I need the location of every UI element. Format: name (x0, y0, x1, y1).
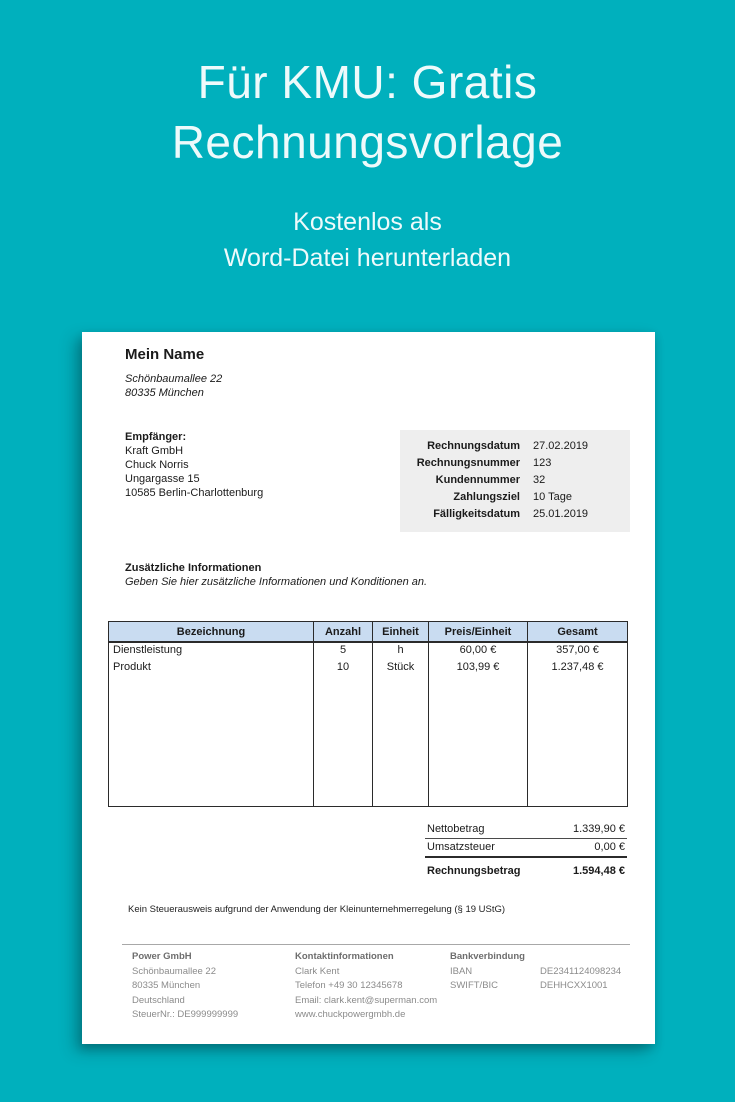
totals-label: Rechnungsbetrag (427, 865, 521, 877)
additional-info-title: Zusätzliche Informationen (125, 562, 262, 574)
invoice-meta-block (400, 430, 630, 532)
hero-subtitle-line1: Kostenlos als (293, 208, 442, 236)
meta-row-customer-number (400, 472, 630, 489)
recipient-line2: Chuck Norris (125, 459, 189, 471)
totals-label: Umsatzsteuer (427, 841, 495, 853)
totals-block (425, 821, 627, 880)
meta-value: 25.01.2019 (533, 508, 589, 520)
footer-bank-column (450, 950, 630, 994)
footer-contact-line: Telefon +49 30 12345678 (295, 980, 403, 991)
table-row (109, 642, 628, 660)
hero-title-line2: Rechnungsvorlage (171, 116, 564, 168)
hero-title-line1: Für KMU: Gratis (197, 56, 538, 108)
hero-subtitle (0, 204, 735, 276)
column-header-quantity: Anzahl (314, 622, 373, 643)
cell-unit-price: 103,99 € (429, 660, 528, 677)
cell-unit: Stück (373, 660, 429, 677)
cell-total: 1.237,48 € (528, 660, 628, 677)
hero-subtitle-line2: Word-Datei herunterladen (223, 244, 512, 272)
invoice-document (82, 332, 655, 1044)
meta-row-invoice-date (400, 438, 630, 455)
meta-row-invoice-number (400, 455, 630, 472)
meta-label: Kundennummer (435, 474, 520, 486)
meta-value: 32 (533, 474, 546, 486)
recipient-line3: Ungargasse 15 (125, 473, 200, 485)
hero-title (0, 52, 735, 172)
cell-description: Dienstleistung (109, 642, 314, 660)
meta-label: Fälligkeitsdatum (433, 508, 520, 520)
sender-address (125, 372, 222, 400)
meta-label: Rechnungsdatum (427, 440, 520, 452)
totals-row-vat (425, 839, 627, 858)
totals-value: 0,00 € (594, 841, 625, 853)
footer-company-column (132, 950, 282, 1023)
footer-company-line: SteuerNr.: DE999999999 (132, 1009, 239, 1020)
table-filler-row (109, 677, 628, 807)
sender-name: Mein Name (125, 346, 205, 363)
footer-company-title: Power GmbH (132, 951, 192, 962)
totals-row-net (425, 821, 627, 839)
footer-divider (122, 944, 630, 945)
cell-total: 357,00 € (528, 642, 628, 660)
cell-unit: h (373, 642, 429, 660)
footer-contact-line: www.chuckpowergmbh.de (295, 1009, 406, 1020)
meta-value: 10 Tage (533, 491, 572, 503)
cell-quantity: 5 (314, 642, 373, 660)
totals-row-grand (425, 863, 627, 880)
meta-label: Rechnungsnummer (416, 457, 520, 469)
line-items-table (108, 621, 628, 807)
column-header-total: Gesamt (528, 622, 628, 643)
additional-info-block (125, 561, 427, 589)
cell-description: Produkt (109, 660, 314, 677)
bank-iban-label: IBAN (450, 965, 473, 977)
recipient-block (125, 430, 263, 500)
footer-company-line: 80335 München (132, 980, 201, 991)
bank-swift-label: SWIFT/BIC (450, 980, 499, 991)
bank-swift-value: DEHHCXX1001 (540, 980, 608, 991)
additional-info-hint: Geben Sie hier zusätzliche Informationen und Konditionen an. (125, 576, 428, 588)
bank-iban-value: DE2341124098234 (540, 965, 622, 977)
footer-bank-title: Bankverbindung (450, 951, 525, 962)
footer-bank-rows (450, 965, 630, 994)
sender-address-line2: 80335 München (125, 387, 204, 399)
tax-note: Kein Steuerausweis aufgrund der Anwendung der Kleinunternehmerregelung (§ 19 UStG) (128, 904, 506, 915)
totals-label: Nettobetrag (427, 823, 485, 835)
table-row (109, 660, 628, 677)
cell-quantity: 10 (314, 660, 373, 677)
totals-value: 1.339,90 € (573, 823, 625, 835)
footer-company-line: Schönbaumallee 22 (132, 965, 216, 977)
recipient-line1: Kraft GmbH (125, 445, 184, 457)
meta-value: 27.02.2019 (533, 440, 589, 452)
table-header-row (109, 622, 628, 643)
meta-row-due-date (400, 506, 630, 523)
footer-contact-title: Kontaktinformationen (295, 951, 394, 962)
cell-unit-price: 60,00 € (429, 642, 528, 660)
footer-contact-line: Clark Kent (295, 965, 340, 977)
meta-row-payment-term (400, 489, 630, 506)
meta-label: Zahlungsziel (453, 491, 520, 503)
footer-contact-column (295, 950, 445, 1023)
footer-contact-line: Email: clark.kent@superman.com (295, 994, 438, 1006)
meta-value: 123 (533, 457, 552, 469)
column-header-description: Bezeichnung (109, 622, 314, 643)
totals-value: 1.594,48 € (573, 865, 625, 877)
sender-address-line1: Schönbaumallee 22 (125, 373, 223, 385)
recipient-label: Empfänger: (125, 431, 187, 443)
recipient-line4: 10585 Berlin-Charlottenburg (125, 487, 264, 499)
footer-company-line: Deutschland (132, 994, 185, 1006)
column-header-unit: Einheit (373, 622, 429, 643)
column-header-unit-price: Preis/Einheit (429, 622, 528, 643)
